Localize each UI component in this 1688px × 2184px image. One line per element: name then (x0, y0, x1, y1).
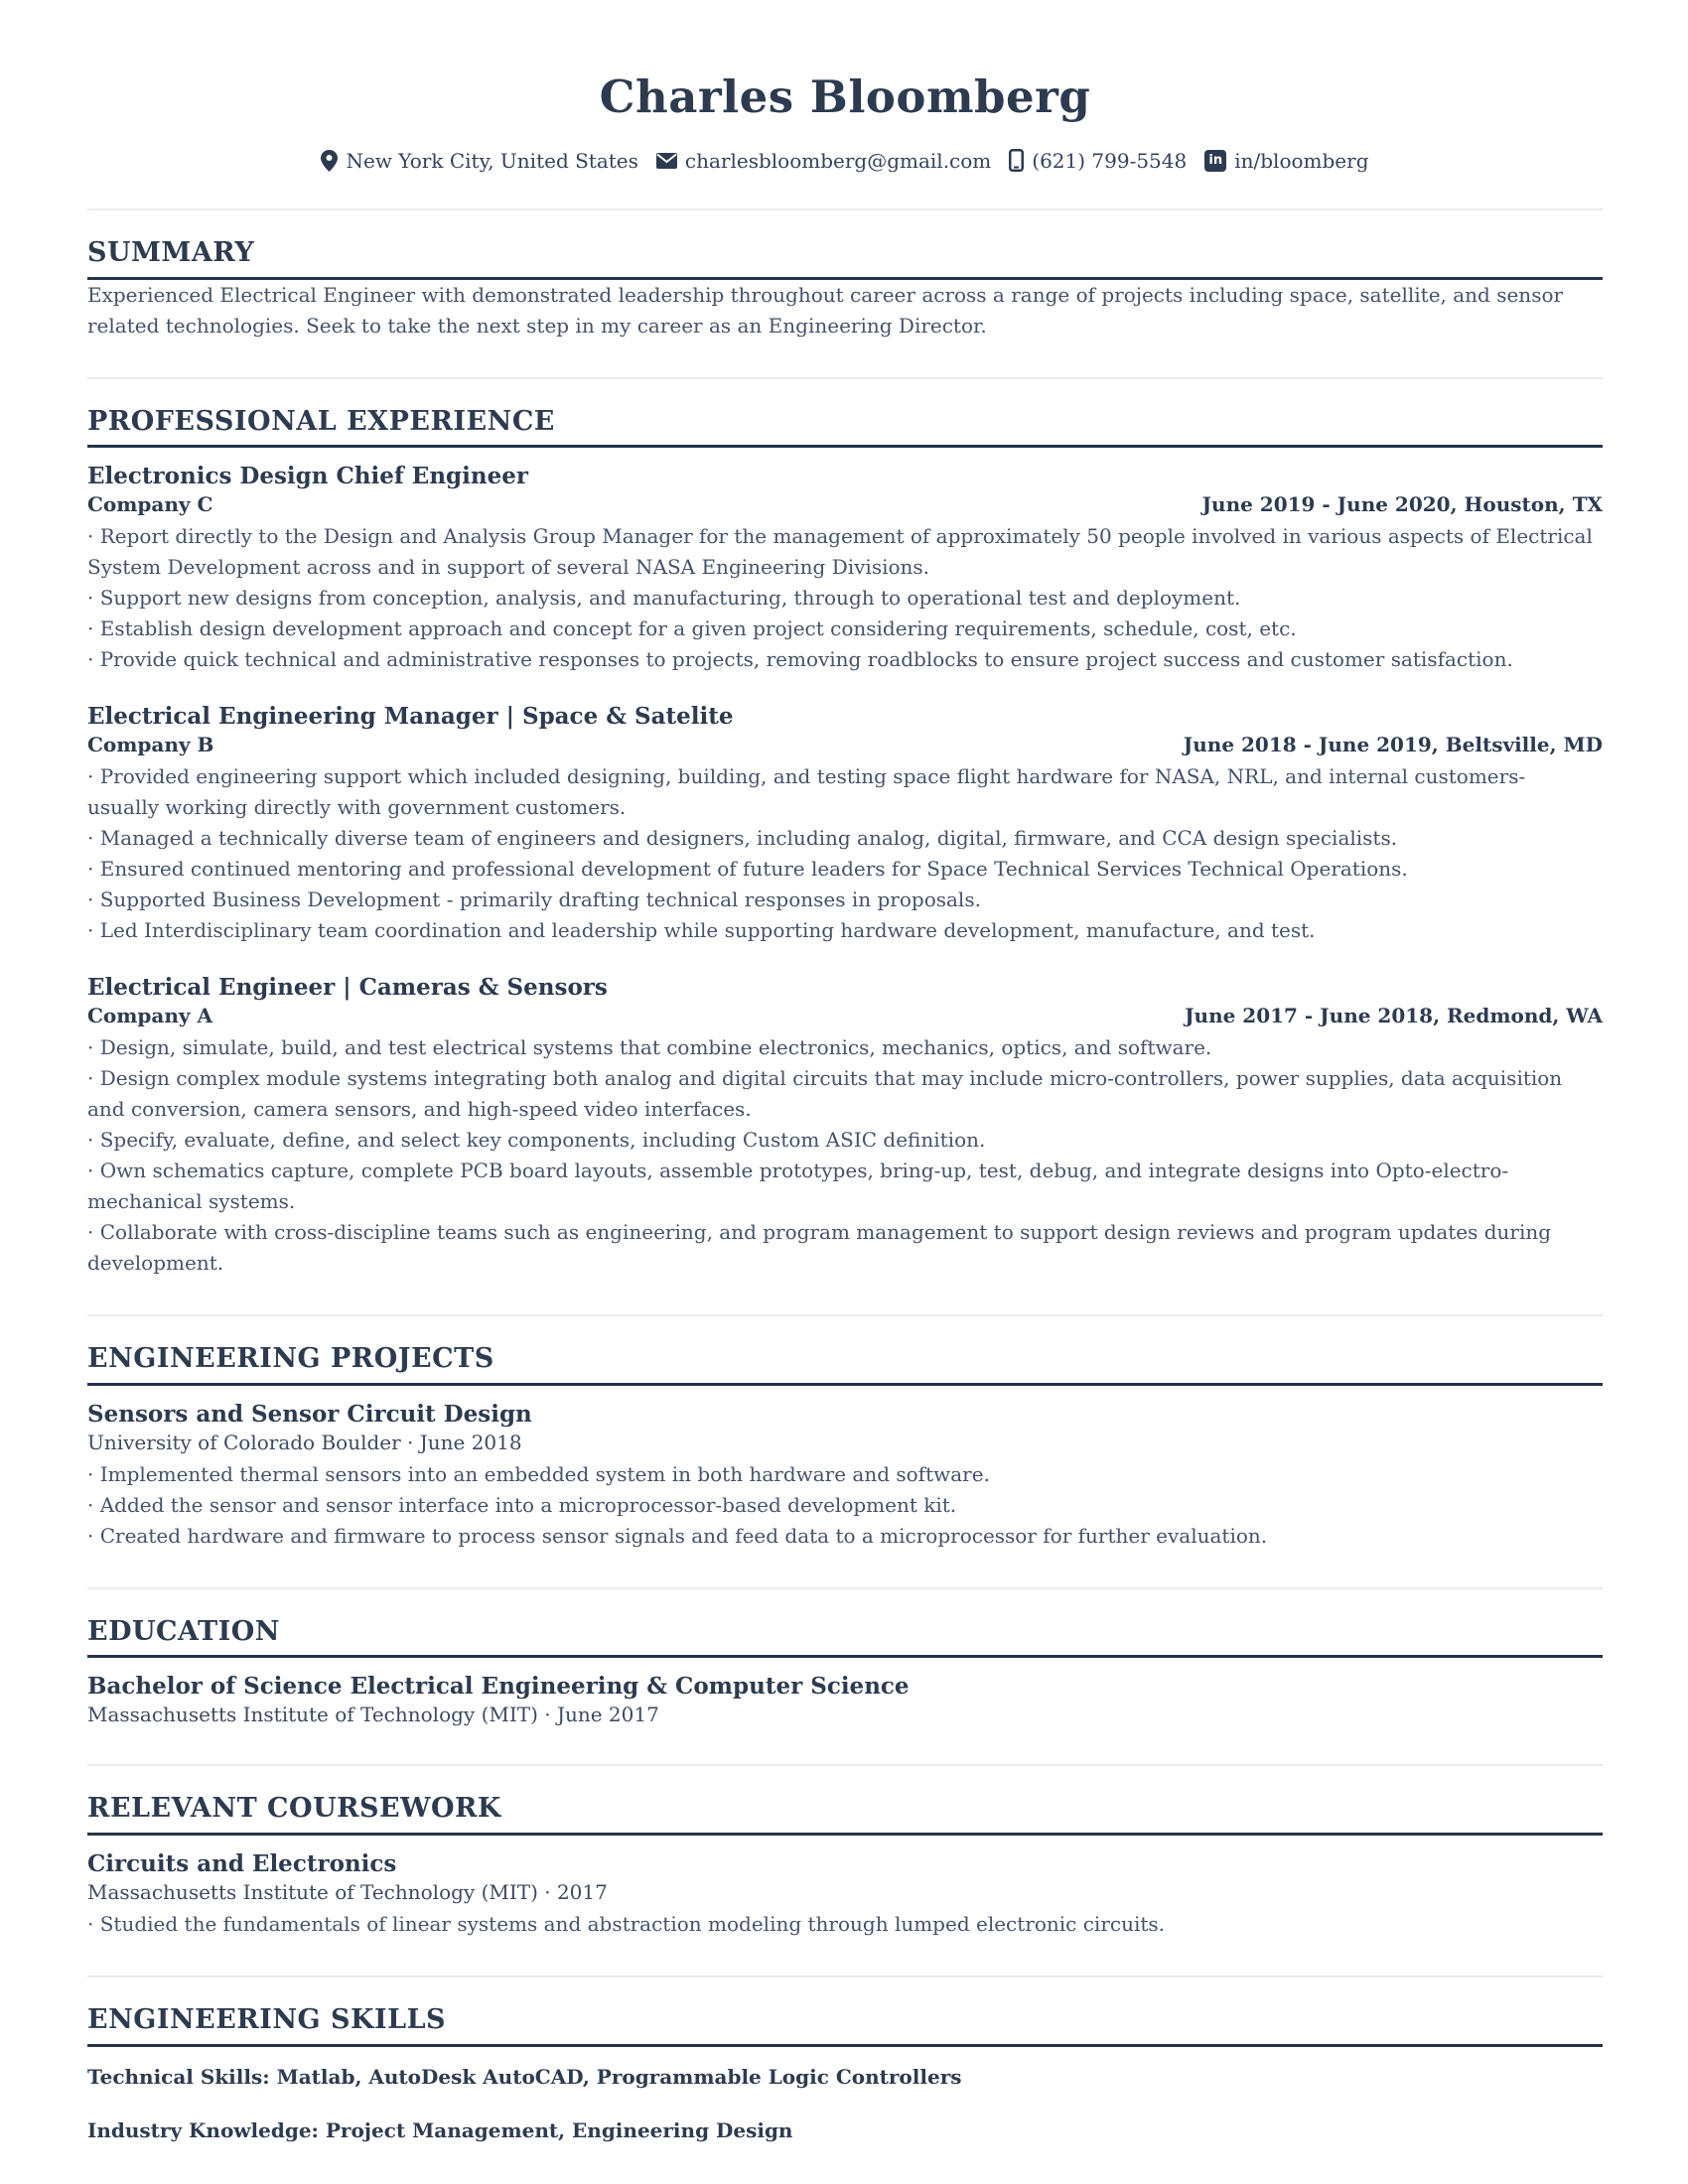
project-entry (87, 1400, 1603, 1552)
job-meta (87, 491, 1603, 518)
bullet-item: · Ensured continued mentoring and professional development of future leaders for Space Technical Services Technical Operations. (87, 854, 1603, 885)
section-divider (87, 377, 1603, 379)
bullet-item: · Report directly to the Design and Analysis Group Manager for the management of approximately 50 people involved in various aspects of Electrical System Development across and in support of several NASA Engineering Divisions. (87, 521, 1603, 583)
job-company: Company B (87, 733, 214, 757)
section-skills (87, 1976, 1603, 2144)
section-divider (87, 1314, 1603, 1316)
contact-phone (1009, 149, 1187, 173)
contact-linkedin-text: in/bloomberg (1234, 148, 1369, 173)
envelope-icon (656, 153, 677, 169)
bullet-item: · Led Interdisciplinary team coordination and leadership while supporting hardware development, manufacture, and test. (87, 915, 1603, 946)
bullet-item: · Own schematics capture, complete PCB board layouts, assemble prototypes, bring-up, test, debug, and integrate designs into Opto-electro-mechanical systems. (87, 1156, 1603, 1217)
bullet-item: · Implemented thermal sensors into an embedded system in both hardware and software. (87, 1459, 1603, 1490)
coursework-school-date: Massachusetts Institute of Technology (MIT) · 2017 (87, 1879, 608, 1904)
job-bullets (87, 521, 1603, 675)
job-dates: June 2017 - June 2018, Redmond, WA (1185, 1003, 1603, 1027)
education-degree: Bachelor of Science Electrical Engineering & Computer Science (87, 1673, 910, 1701)
skills-list (87, 2064, 1603, 2144)
bullet-item: · Provide quick technical and administrative responses to projects, removing roadblocks to ensure project success and customer satisfaction. (87, 644, 1603, 675)
bullet-item: · Supported Business Development - primarily drafting technical responses in proposals. (87, 885, 1603, 915)
bullet-item: · Provided engineering support which included designing, building, and testing space flight hardware for NASA, NRL, and internal customers- usually working directly with government customers. (87, 761, 1603, 823)
skills-line: Industry Knowledge: Project Management, Engineering Design (87, 2117, 793, 2142)
contact-row (87, 149, 1603, 173)
section-title-summary: SUMMARY (87, 236, 1603, 280)
section-divider (87, 1764, 1603, 1766)
candidate-name: Charles Bloomberg (599, 70, 1091, 123)
section-divider (87, 1587, 1603, 1589)
section-divider (87, 1976, 1603, 1978)
job-meta (87, 732, 1603, 758)
contact-location-text: New York City, United States (346, 148, 638, 173)
bullet-item: · Studied the fundamentals of linear systems and abstraction modeling through lumped electronic circuits. (87, 1909, 1603, 1940)
contact-linkedin (1204, 149, 1368, 173)
project-bullets (87, 1459, 1603, 1552)
section-title-projects: ENGINEERING PROJECTS (87, 1342, 1603, 1386)
section-title-skills: ENGINEERING SKILLS (87, 2003, 1603, 2047)
section-experience (87, 377, 1603, 1279)
job-role: Electronics Design Chief Engineer (87, 463, 528, 490)
bullet-item: · Managed a technically diverse team of engineers and designers, including analog, digital, firmware, and CCA design specialists. (87, 823, 1603, 854)
section-title-experience: PROFESSIONAL EXPERIENCE (87, 405, 1603, 449)
coursework-bullets (87, 1909, 1603, 1940)
coursework-name: Circuits and Electronics (87, 1849, 397, 1877)
coursework-entry (87, 1849, 1603, 1940)
job-bullets (87, 761, 1603, 946)
bullet-item: · Created hardware and firmware to process sensor signals and feed data to a microprocessor for further evaluation. (87, 1521, 1603, 1552)
education-school-date: Massachusetts Institute of Technology (MIT) · June 2017 (87, 1703, 659, 1727)
bullet-item: · Support new designs from conception, analysis, and manufacturing, through to operational test and deployment. (87, 583, 1603, 614)
section-coursework (87, 1764, 1603, 1940)
bullet-item: · Design complex module systems integrating both analog and digital circuits that may include micro-controllers, power supplies, data acquisition and conversion, camera sensors, and high-speed video interfaces. (87, 1063, 1603, 1125)
bullet-item: · Collaborate with cross-discipline teams such as engineering, and program management to support design reviews and program updates during development. (87, 1217, 1603, 1279)
job-entry (87, 973, 1603, 1279)
section-summary (87, 208, 1603, 341)
job-company: Company C (87, 492, 213, 517)
linkedin-icon: in (1204, 150, 1226, 172)
jobs-list (87, 462, 1603, 1279)
section-title-education: EDUCATION (87, 1615, 1603, 1659)
job-entry (87, 702, 1603, 946)
phone-icon (1009, 149, 1024, 172)
projects-list (87, 1400, 1603, 1552)
job-dates: June 2019 - June 2020, Houston, TX (1201, 492, 1603, 517)
bullet-item: · Establish design development approach and concept for a given project considering requirements, schedule, cost, etc. (87, 614, 1603, 644)
job-entry (87, 462, 1603, 675)
skills-line: Technical Skills: Matlab, AutoDesk AutoCAD, Programmable Logic Controllers (87, 2064, 962, 2089)
contact-location (321, 149, 637, 173)
contact-email (656, 149, 991, 173)
project-name: Sensors and Sensor Circuit Design (87, 1400, 532, 1428)
project-school-date: University of Colorado Boulder · June 2018 (87, 1430, 522, 1454)
location-pin-icon (321, 150, 338, 172)
bullet-item: · Added the sensor and sensor interface into a microprocessor-based development kit. (87, 1490, 1603, 1521)
job-company: Company A (87, 1003, 213, 1027)
contact-phone-text: (621) 799-5548 (1032, 148, 1188, 173)
contact-email-text: charlesbloomberg@gmail.com (684, 148, 992, 173)
summary-text: Experienced Electrical Engineer with demonstrated leadership throughout career across a range of projects including space, satellite, and sensor related technologies. Seek to take the next step in my career as an Engineering Director. (87, 282, 1564, 338)
bullet-item: · Design, simulate, build, and test electrical systems that combine electronics, mechanics, optics, and software. (87, 1032, 1603, 1063)
job-bullets (87, 1032, 1603, 1279)
section-projects (87, 1314, 1603, 1552)
education-entry (87, 1672, 1603, 1728)
job-role: Electrical Engineer | Cameras & Sensors (87, 974, 608, 1002)
section-education (87, 1587, 1603, 1729)
bullet-item: · Specify, evaluate, define, and select key components, including Custom ASIC definition. (87, 1125, 1603, 1156)
job-meta (87, 1003, 1603, 1029)
resume-header (87, 71, 1603, 173)
job-role: Electrical Engineering Manager | Space & Satelite (87, 703, 734, 731)
section-title-coursework: RELEVANT COURSEWORK (87, 1792, 1603, 1836)
section-divider (87, 208, 1603, 210)
job-dates: June 2018 - June 2019, Beltsville, MD (1183, 733, 1603, 757)
